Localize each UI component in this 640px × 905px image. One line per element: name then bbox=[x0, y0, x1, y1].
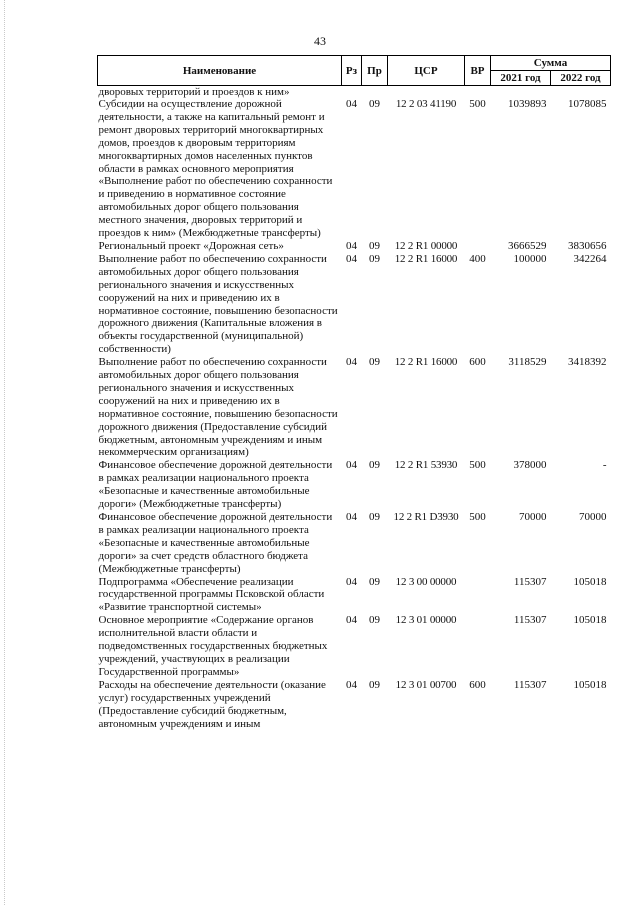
column-header-csr: ЦСР bbox=[388, 56, 465, 86]
row-amount-2022: 3830656 bbox=[568, 239, 607, 252]
table-row bbox=[98, 511, 611, 576]
row-vr bbox=[465, 86, 491, 99]
column-header-name: Наименование bbox=[98, 56, 342, 86]
row-pr: 09 bbox=[369, 252, 380, 265]
row-csr: 12 3 01 00000 bbox=[395, 614, 457, 627]
row-vr bbox=[465, 240, 491, 253]
row-csr: 12 3 00 00000 bbox=[395, 575, 457, 588]
table-row bbox=[98, 240, 611, 253]
row-rz bbox=[342, 86, 362, 99]
row-csr: 12 2 R1 00000 bbox=[394, 239, 458, 252]
row-amount-2021: 3666529 bbox=[508, 239, 547, 252]
row-amount-2021: 115307 bbox=[513, 575, 547, 588]
row-name: Субсидии на осуществление дорожной деятельности, а также на капитальный ремонт и ремонт дворовых территорий многоквартирных домов, проездов к дворовым территориям многоквартирных домов населенных пунктов области в рамках основного мероприятия «Выполнение работ по обеспечению сохранности и приведению в нормативное состояние автомобильных дорог общего пользования местного значения, дворовых территорий и проездов к ним» (Межбюджетные трансферты) bbox=[98, 98, 333, 240]
row-rz: 04 bbox=[346, 98, 357, 110]
table-row bbox=[98, 86, 611, 99]
budget-table bbox=[97, 55, 611, 730]
row-rz: 04 bbox=[346, 459, 357, 472]
table-row bbox=[98, 98, 611, 240]
row-csr bbox=[388, 86, 465, 99]
row-vr: 600 bbox=[469, 678, 486, 691]
row-pr: 09 bbox=[369, 239, 380, 252]
row-amount-2022 bbox=[551, 86, 611, 99]
row-pr: 09 bbox=[369, 98, 380, 110]
row-pr: 09 bbox=[369, 511, 380, 523]
row-csr: 12 2 R1 D3930 bbox=[393, 511, 459, 523]
table-row bbox=[98, 356, 611, 459]
row-amount-2021 bbox=[491, 86, 551, 99]
row-amount-2021: 100000 bbox=[513, 252, 547, 265]
row-amount-2021: 3118529 bbox=[508, 356, 547, 369]
row-rz: 04 bbox=[346, 252, 357, 265]
row-name: дворовых территорий и проездов к ним» bbox=[98, 86, 290, 98]
row-rz: 04 bbox=[346, 575, 357, 588]
table-row bbox=[98, 253, 611, 356]
column-header-vr: ВР bbox=[465, 56, 491, 86]
row-pr: 09 bbox=[369, 356, 380, 369]
row-pr: 09 bbox=[369, 614, 380, 627]
table-row bbox=[98, 614, 611, 679]
row-amount-2022: 105018 bbox=[573, 678, 607, 691]
row-rz: 04 bbox=[346, 614, 357, 627]
table-body bbox=[98, 86, 611, 731]
row-vr: 500 bbox=[469, 98, 486, 110]
row-name: Выполнение работ по обеспечению сохранности автомобильных дорог общего пользования регионального значения и искусственных сооружений на них и приведению их в нормативное состояние, повышению безопасности дорожного движения (Капитальные вложения в объекты государственной (муниципальной) собственности) bbox=[98, 252, 338, 356]
row-pr: 09 bbox=[369, 575, 380, 588]
row-name: Основное мероприятие «Содержание органов исполнительной власти области и подведомственных государственных бюджетных учреждений, участвующих в реализации Государственной программы» bbox=[98, 614, 328, 678]
row-csr: 12 2 03 41190 bbox=[395, 98, 457, 110]
row-amount-2021: 115307 bbox=[513, 614, 547, 627]
row-csr: 12 2 R1 16000 bbox=[394, 356, 458, 369]
row-amount-2021: 378000 bbox=[513, 459, 547, 472]
row-amount-2022: - bbox=[602, 459, 607, 472]
row-name: Финансовое обеспечение дорожной деятельности в рамках реализации национального проекта «Безопасные и качественные автомобильные дороги» за счет средств областного бюджета (Межбюджетные трансферты) bbox=[98, 511, 333, 575]
row-vr: 500 bbox=[469, 459, 486, 472]
row-name: Выполнение работ по обеспечению сохранности автомобильных дорог общего пользования регионального значения и искусственных сооружений на них и приведению их в нормативное состояние, повышению безопасности дорожного движения (Предоставление субсидий бюджетным, автономным учреждениям и иным некоммерческим организациям) bbox=[98, 356, 338, 459]
row-pr: 09 bbox=[369, 459, 380, 472]
row-name: Финансовое обеспечение дорожной деятельности в рамках реализации национального проекта «Безопасные и качественные автомобильные дороги» (Межбюджетные трансферты) bbox=[98, 459, 333, 511]
row-csr: 12 2 R1 53930 bbox=[394, 459, 458, 472]
column-header-sum: Сумма bbox=[491, 56, 611, 71]
row-rz: 04 bbox=[346, 678, 357, 691]
row-rz: 04 bbox=[346, 239, 357, 252]
row-amount-2022: 105018 bbox=[573, 575, 607, 588]
row-amount-2021: 1039893 bbox=[508, 98, 547, 110]
row-amount-2022: 3418392 bbox=[568, 356, 607, 369]
row-rz: 04 bbox=[346, 356, 357, 369]
row-vr: 600 bbox=[469, 356, 486, 369]
row-name: Региональный проект «Дорожная сеть» bbox=[98, 239, 284, 252]
row-amount-2021: 70000 bbox=[519, 511, 547, 523]
table-row bbox=[98, 459, 611, 511]
row-pr bbox=[362, 86, 388, 99]
row-amount-2022: 1078085 bbox=[568, 98, 607, 110]
column-header-rz: Рз bbox=[342, 56, 362, 86]
budget-table-container bbox=[97, 55, 610, 730]
row-csr: 12 2 R1 16000 bbox=[394, 252, 458, 265]
column-header-year-2022: 2022 год bbox=[551, 71, 611, 86]
row-amount-2021: 115307 bbox=[513, 678, 547, 691]
row-amount-2022: 70000 bbox=[579, 511, 607, 523]
table-row bbox=[98, 679, 611, 731]
row-rz: 04 bbox=[346, 511, 357, 523]
row-name: Подпрограмма «Обеспечение реализации государственной программы Псковской области «Развитие транспортной системы» bbox=[98, 575, 325, 614]
row-vr bbox=[465, 614, 491, 679]
column-header-pr: Пр bbox=[362, 56, 388, 86]
table-row bbox=[98, 576, 611, 615]
row-vr: 500 bbox=[469, 511, 486, 523]
page-number: 43 bbox=[314, 34, 326, 48]
row-vr bbox=[465, 576, 491, 615]
scan-edge bbox=[4, 0, 6, 905]
row-amount-2022: 342264 bbox=[573, 252, 607, 265]
row-amount-2022: 105018 bbox=[573, 614, 607, 627]
row-name: Расходы на обеспечение деятельности (оказание услуг) государственных учреждений (Предоставление субсидий бюджетным, автономным учреждениям и иным bbox=[98, 678, 326, 730]
row-csr: 12 3 01 00700 bbox=[395, 678, 457, 691]
table-header bbox=[98, 56, 611, 86]
row-vr: 400 bbox=[469, 252, 486, 265]
column-header-year-2021: 2021 год bbox=[491, 71, 551, 86]
row-pr: 09 bbox=[369, 678, 380, 691]
